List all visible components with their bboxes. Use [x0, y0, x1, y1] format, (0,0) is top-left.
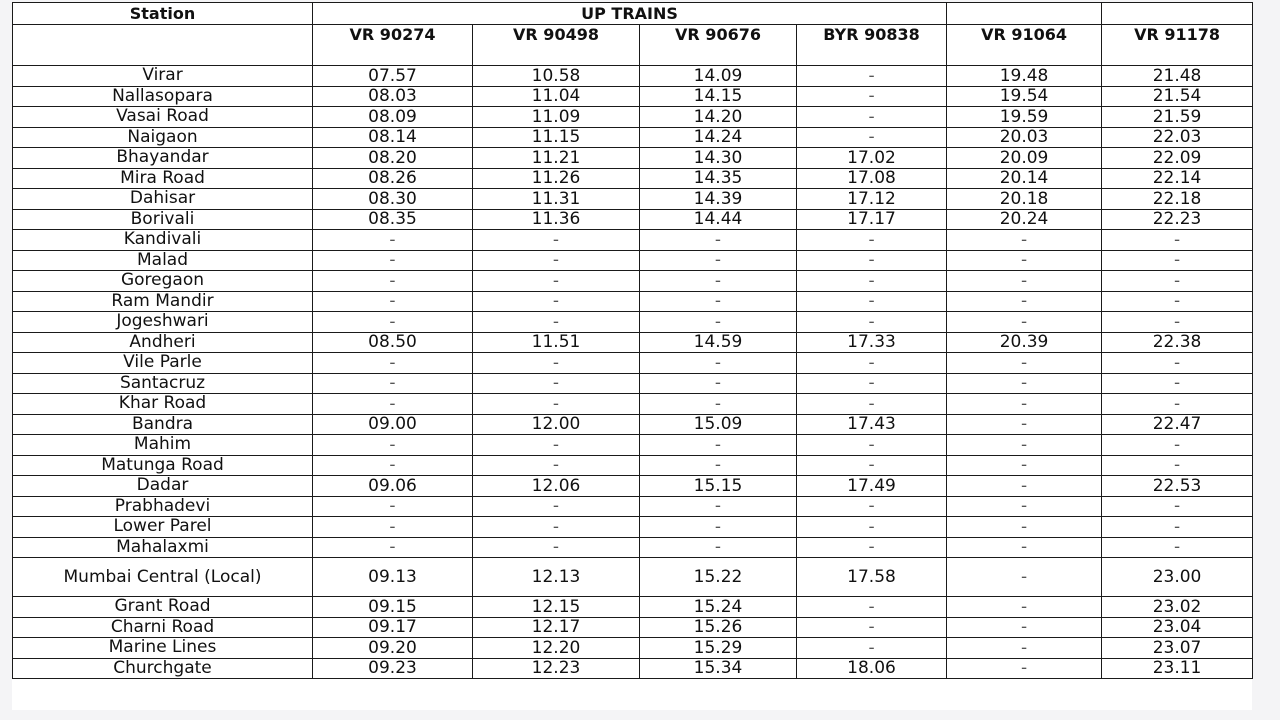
time-cell: 17.08 — [797, 168, 947, 189]
time-cell: 12.23 — [473, 658, 640, 679]
table-row — [13, 127, 1253, 148]
time-cell: - — [473, 517, 640, 538]
time-cell: 17.02 — [797, 148, 947, 169]
time-cell: 09.06 — [313, 476, 473, 497]
time-cell: 14.35 — [640, 168, 797, 189]
time-cell: 17.33 — [797, 332, 947, 353]
time-cell: - — [797, 638, 947, 659]
time-cell: 20.09 — [947, 148, 1102, 169]
time-cell: - — [640, 517, 797, 538]
station-name-cell: Nallasopara — [13, 86, 313, 107]
time-cell: - — [947, 517, 1102, 538]
time-cell: 09.17 — [313, 617, 473, 638]
time-cell: - — [473, 394, 640, 415]
time-cell: 08.20 — [313, 148, 473, 169]
time-cell: 15.26 — [640, 617, 797, 638]
table-row — [13, 250, 1253, 271]
time-cell: 10.58 — [473, 66, 640, 87]
table-row — [13, 496, 1253, 517]
train-number-header: VR 90498 — [473, 25, 640, 66]
time-cell: - — [1102, 496, 1253, 517]
time-cell: 14.44 — [640, 209, 797, 230]
time-cell: 17.49 — [797, 476, 947, 497]
station-name-cell: Santacruz — [13, 373, 313, 394]
time-cell: - — [640, 291, 797, 312]
time-cell: 15.34 — [640, 658, 797, 679]
time-cell: 15.24 — [640, 597, 797, 618]
train-number-header: VR 91064 — [947, 25, 1102, 66]
time-cell: 11.31 — [473, 189, 640, 210]
station-name-cell: Mahalaxmi — [13, 537, 313, 558]
empty-header-cell — [1102, 3, 1253, 25]
time-cell: 11.36 — [473, 209, 640, 230]
time-cell: - — [1102, 250, 1253, 271]
time-cell: 11.15 — [473, 127, 640, 148]
station-name-cell: Charni Road — [13, 617, 313, 638]
station-name-cell: Naigaon — [13, 127, 313, 148]
time-cell: 14.15 — [640, 86, 797, 107]
table-row — [13, 230, 1253, 251]
time-cell: - — [640, 394, 797, 415]
time-cell: - — [797, 537, 947, 558]
time-cell: - — [313, 250, 473, 271]
header-row-group — [13, 3, 1253, 25]
time-cell: - — [947, 373, 1102, 394]
station-name-cell: Kandivali — [13, 230, 313, 251]
station-name-cell: Grant Road — [13, 597, 313, 618]
time-cell: - — [947, 230, 1102, 251]
time-cell: - — [797, 455, 947, 476]
time-cell: - — [1102, 373, 1253, 394]
table-row — [13, 537, 1253, 558]
time-cell: - — [473, 435, 640, 456]
time-cell: 17.17 — [797, 209, 947, 230]
time-cell: 15.15 — [640, 476, 797, 497]
time-cell: - — [797, 250, 947, 271]
header-row-trains — [13, 25, 1253, 66]
station-name-cell: Khar Road — [13, 394, 313, 415]
time-cell: 11.09 — [473, 107, 640, 128]
station-name-cell: Virar — [13, 66, 313, 87]
time-cell: - — [473, 455, 640, 476]
time-cell: 21.54 — [1102, 86, 1253, 107]
table-row — [13, 291, 1253, 312]
time-cell: - — [797, 86, 947, 107]
time-cell: - — [797, 312, 947, 333]
time-cell: 19.59 — [947, 107, 1102, 128]
time-cell: 12.15 — [473, 597, 640, 618]
table-row — [13, 435, 1253, 456]
time-cell: - — [313, 353, 473, 374]
time-cell: - — [1102, 312, 1253, 333]
station-name-cell: Mahim — [13, 435, 313, 456]
time-cell: 19.54 — [947, 86, 1102, 107]
station-name-cell: Malad — [13, 250, 313, 271]
time-cell: - — [797, 291, 947, 312]
time-cell: 22.14 — [1102, 168, 1253, 189]
time-cell: 07.57 — [313, 66, 473, 87]
time-cell: - — [640, 271, 797, 292]
time-cell: - — [640, 250, 797, 271]
time-cell: - — [313, 537, 473, 558]
time-cell: 21.48 — [1102, 66, 1253, 87]
table-row — [13, 312, 1253, 333]
station-name-cell: Vile Parle — [13, 353, 313, 374]
time-cell: 08.14 — [313, 127, 473, 148]
time-cell: 23.11 — [1102, 658, 1253, 679]
station-name-cell: Andheri — [13, 332, 313, 353]
table-row — [13, 86, 1253, 107]
table-row — [13, 597, 1253, 618]
time-cell: - — [1102, 291, 1253, 312]
station-name-cell: Jogeshwari — [13, 312, 313, 333]
time-cell: - — [1102, 353, 1253, 374]
time-cell: - — [797, 597, 947, 618]
time-cell: - — [797, 230, 947, 251]
time-cell: 20.39 — [947, 332, 1102, 353]
time-cell: 23.02 — [1102, 597, 1253, 618]
time-cell: 08.09 — [313, 107, 473, 128]
table-row — [13, 107, 1253, 128]
table-row — [13, 455, 1253, 476]
time-cell: 08.35 — [313, 209, 473, 230]
time-cell: - — [947, 638, 1102, 659]
time-cell: - — [947, 312, 1102, 333]
time-cell: 12.20 — [473, 638, 640, 659]
time-cell: - — [313, 373, 473, 394]
empty-header-cell — [947, 3, 1102, 25]
time-cell: 12.06 — [473, 476, 640, 497]
time-cell: - — [797, 66, 947, 87]
time-cell: - — [640, 496, 797, 517]
table-row — [13, 66, 1253, 87]
time-cell: - — [473, 496, 640, 517]
time-cell: - — [313, 291, 473, 312]
time-cell: - — [640, 373, 797, 394]
time-cell: - — [1102, 455, 1253, 476]
time-cell: 17.58 — [797, 558, 947, 597]
time-cell: 23.04 — [1102, 617, 1253, 638]
time-cell: - — [313, 230, 473, 251]
time-cell: - — [1102, 435, 1253, 456]
time-cell: - — [947, 658, 1102, 679]
time-cell: - — [797, 353, 947, 374]
up-trains-group-header: UP TRAINS — [313, 3, 947, 25]
time-cell: - — [947, 435, 1102, 456]
time-cell: 14.30 — [640, 148, 797, 169]
time-cell: 23.00 — [1102, 558, 1253, 597]
up-trains-timetable — [12, 2, 1253, 679]
time-cell: - — [797, 107, 947, 128]
time-cell: - — [313, 312, 473, 333]
time-cell: - — [947, 271, 1102, 292]
time-cell: - — [473, 353, 640, 374]
time-cell: - — [313, 455, 473, 476]
time-cell: - — [947, 291, 1102, 312]
time-cell: 08.26 — [313, 168, 473, 189]
time-cell: - — [797, 496, 947, 517]
time-cell: - — [313, 435, 473, 456]
table-row — [13, 517, 1253, 538]
timetable-body — [13, 66, 1253, 679]
train-number-header: VR 90274 — [313, 25, 473, 66]
time-cell: - — [797, 517, 947, 538]
time-cell: 14.59 — [640, 332, 797, 353]
time-cell: 12.13 — [473, 558, 640, 597]
time-cell: 19.48 — [947, 66, 1102, 87]
station-name-cell: Borivali — [13, 209, 313, 230]
time-cell: - — [947, 394, 1102, 415]
time-cell: 14.20 — [640, 107, 797, 128]
time-cell: 22.23 — [1102, 209, 1253, 230]
time-cell: - — [797, 617, 947, 638]
station-column-header: Station — [13, 3, 313, 25]
time-cell: 15.22 — [640, 558, 797, 597]
time-cell: - — [797, 127, 947, 148]
station-name-cell: Mumbai Central (Local) — [13, 558, 313, 597]
table-row — [13, 476, 1253, 497]
table-row — [13, 332, 1253, 353]
time-cell: - — [947, 250, 1102, 271]
time-cell: 22.38 — [1102, 332, 1253, 353]
station-name-cell: Churchgate — [13, 658, 313, 679]
time-cell: - — [947, 353, 1102, 374]
station-name-cell: Matunga Road — [13, 455, 313, 476]
time-cell: 14.39 — [640, 189, 797, 210]
station-name-cell: Mira Road — [13, 168, 313, 189]
train-number-header: VR 91178 — [1102, 25, 1253, 66]
time-cell: - — [947, 496, 1102, 517]
table-row — [13, 658, 1253, 679]
station-name-cell: Bhayandar — [13, 148, 313, 169]
table-row — [13, 617, 1253, 638]
time-cell: - — [1102, 271, 1253, 292]
time-cell: - — [1102, 537, 1253, 558]
time-cell: 11.04 — [473, 86, 640, 107]
time-cell: 11.26 — [473, 168, 640, 189]
time-cell: 22.18 — [1102, 189, 1253, 210]
time-cell: 14.24 — [640, 127, 797, 148]
time-cell: - — [473, 271, 640, 292]
time-cell: - — [797, 271, 947, 292]
station-name-cell: Prabhadevi — [13, 496, 313, 517]
time-cell: 14.09 — [640, 66, 797, 87]
time-cell: - — [473, 537, 640, 558]
time-cell: 22.03 — [1102, 127, 1253, 148]
time-cell: 09.15 — [313, 597, 473, 618]
time-cell: 12.17 — [473, 617, 640, 638]
time-cell: - — [797, 373, 947, 394]
time-cell: - — [473, 291, 640, 312]
time-cell: - — [473, 312, 640, 333]
time-cell: - — [1102, 394, 1253, 415]
time-cell: - — [1102, 230, 1253, 251]
time-cell: 20.18 — [947, 189, 1102, 210]
table-row — [13, 558, 1253, 597]
time-cell: - — [640, 435, 797, 456]
time-cell: 12.00 — [473, 414, 640, 435]
station-name-cell: Dadar — [13, 476, 313, 497]
time-cell: - — [313, 394, 473, 415]
time-cell: - — [947, 476, 1102, 497]
time-cell: 20.24 — [947, 209, 1102, 230]
time-cell: 09.20 — [313, 638, 473, 659]
time-cell: - — [640, 230, 797, 251]
station-name-cell: Marine Lines — [13, 638, 313, 659]
time-cell: 17.43 — [797, 414, 947, 435]
table-row — [13, 638, 1253, 659]
time-cell: - — [313, 496, 473, 517]
time-cell: 11.21 — [473, 148, 640, 169]
table-row — [13, 189, 1253, 210]
time-cell: - — [640, 537, 797, 558]
train-number-header: BYR 90838 — [797, 25, 947, 66]
time-cell: - — [947, 597, 1102, 618]
time-cell: 11.51 — [473, 332, 640, 353]
time-cell: 20.14 — [947, 168, 1102, 189]
table-row — [13, 168, 1253, 189]
time-cell: 09.13 — [313, 558, 473, 597]
time-cell: 18.06 — [797, 658, 947, 679]
time-cell: 22.53 — [1102, 476, 1253, 497]
time-cell: 17.12 — [797, 189, 947, 210]
time-cell: 21.59 — [1102, 107, 1253, 128]
time-cell: 09.00 — [313, 414, 473, 435]
time-cell: - — [797, 435, 947, 456]
table-row — [13, 414, 1253, 435]
time-cell: - — [947, 617, 1102, 638]
time-cell: - — [640, 312, 797, 333]
time-cell: 20.03 — [947, 127, 1102, 148]
table-row — [13, 373, 1253, 394]
time-cell: - — [313, 271, 473, 292]
time-cell: 22.47 — [1102, 414, 1253, 435]
table-row — [13, 271, 1253, 292]
time-cell: 08.30 — [313, 189, 473, 210]
time-cell: - — [797, 394, 947, 415]
time-cell: 08.03 — [313, 86, 473, 107]
time-cell: - — [947, 414, 1102, 435]
train-number-header: VR 90676 — [640, 25, 797, 66]
time-cell: 23.07 — [1102, 638, 1253, 659]
table-row — [13, 394, 1253, 415]
station-name-cell: Lower Parel — [13, 517, 313, 538]
time-cell: - — [640, 353, 797, 374]
time-cell: - — [947, 537, 1102, 558]
station-name-cell: Vasai Road — [13, 107, 313, 128]
station-name-cell: Goregaon — [13, 271, 313, 292]
time-cell: - — [947, 455, 1102, 476]
time-cell: 15.29 — [640, 638, 797, 659]
time-cell: 09.23 — [313, 658, 473, 679]
table-row — [13, 148, 1253, 169]
time-cell: - — [473, 230, 640, 251]
time-cell: 08.50 — [313, 332, 473, 353]
station-name-cell: Bandra — [13, 414, 313, 435]
timetable-sheet — [12, 2, 1252, 710]
station-name-cell: Ram Mandir — [13, 291, 313, 312]
time-cell: - — [313, 517, 473, 538]
station-name-cell: Dahisar — [13, 189, 313, 210]
time-cell: 22.09 — [1102, 148, 1253, 169]
table-row — [13, 209, 1253, 230]
time-cell: - — [1102, 517, 1253, 538]
empty-header-cell — [13, 25, 313, 66]
time-cell: 15.09 — [640, 414, 797, 435]
time-cell: - — [473, 250, 640, 271]
table-row — [13, 353, 1253, 374]
time-cell: - — [473, 373, 640, 394]
time-cell: - — [947, 558, 1102, 597]
time-cell: - — [640, 455, 797, 476]
